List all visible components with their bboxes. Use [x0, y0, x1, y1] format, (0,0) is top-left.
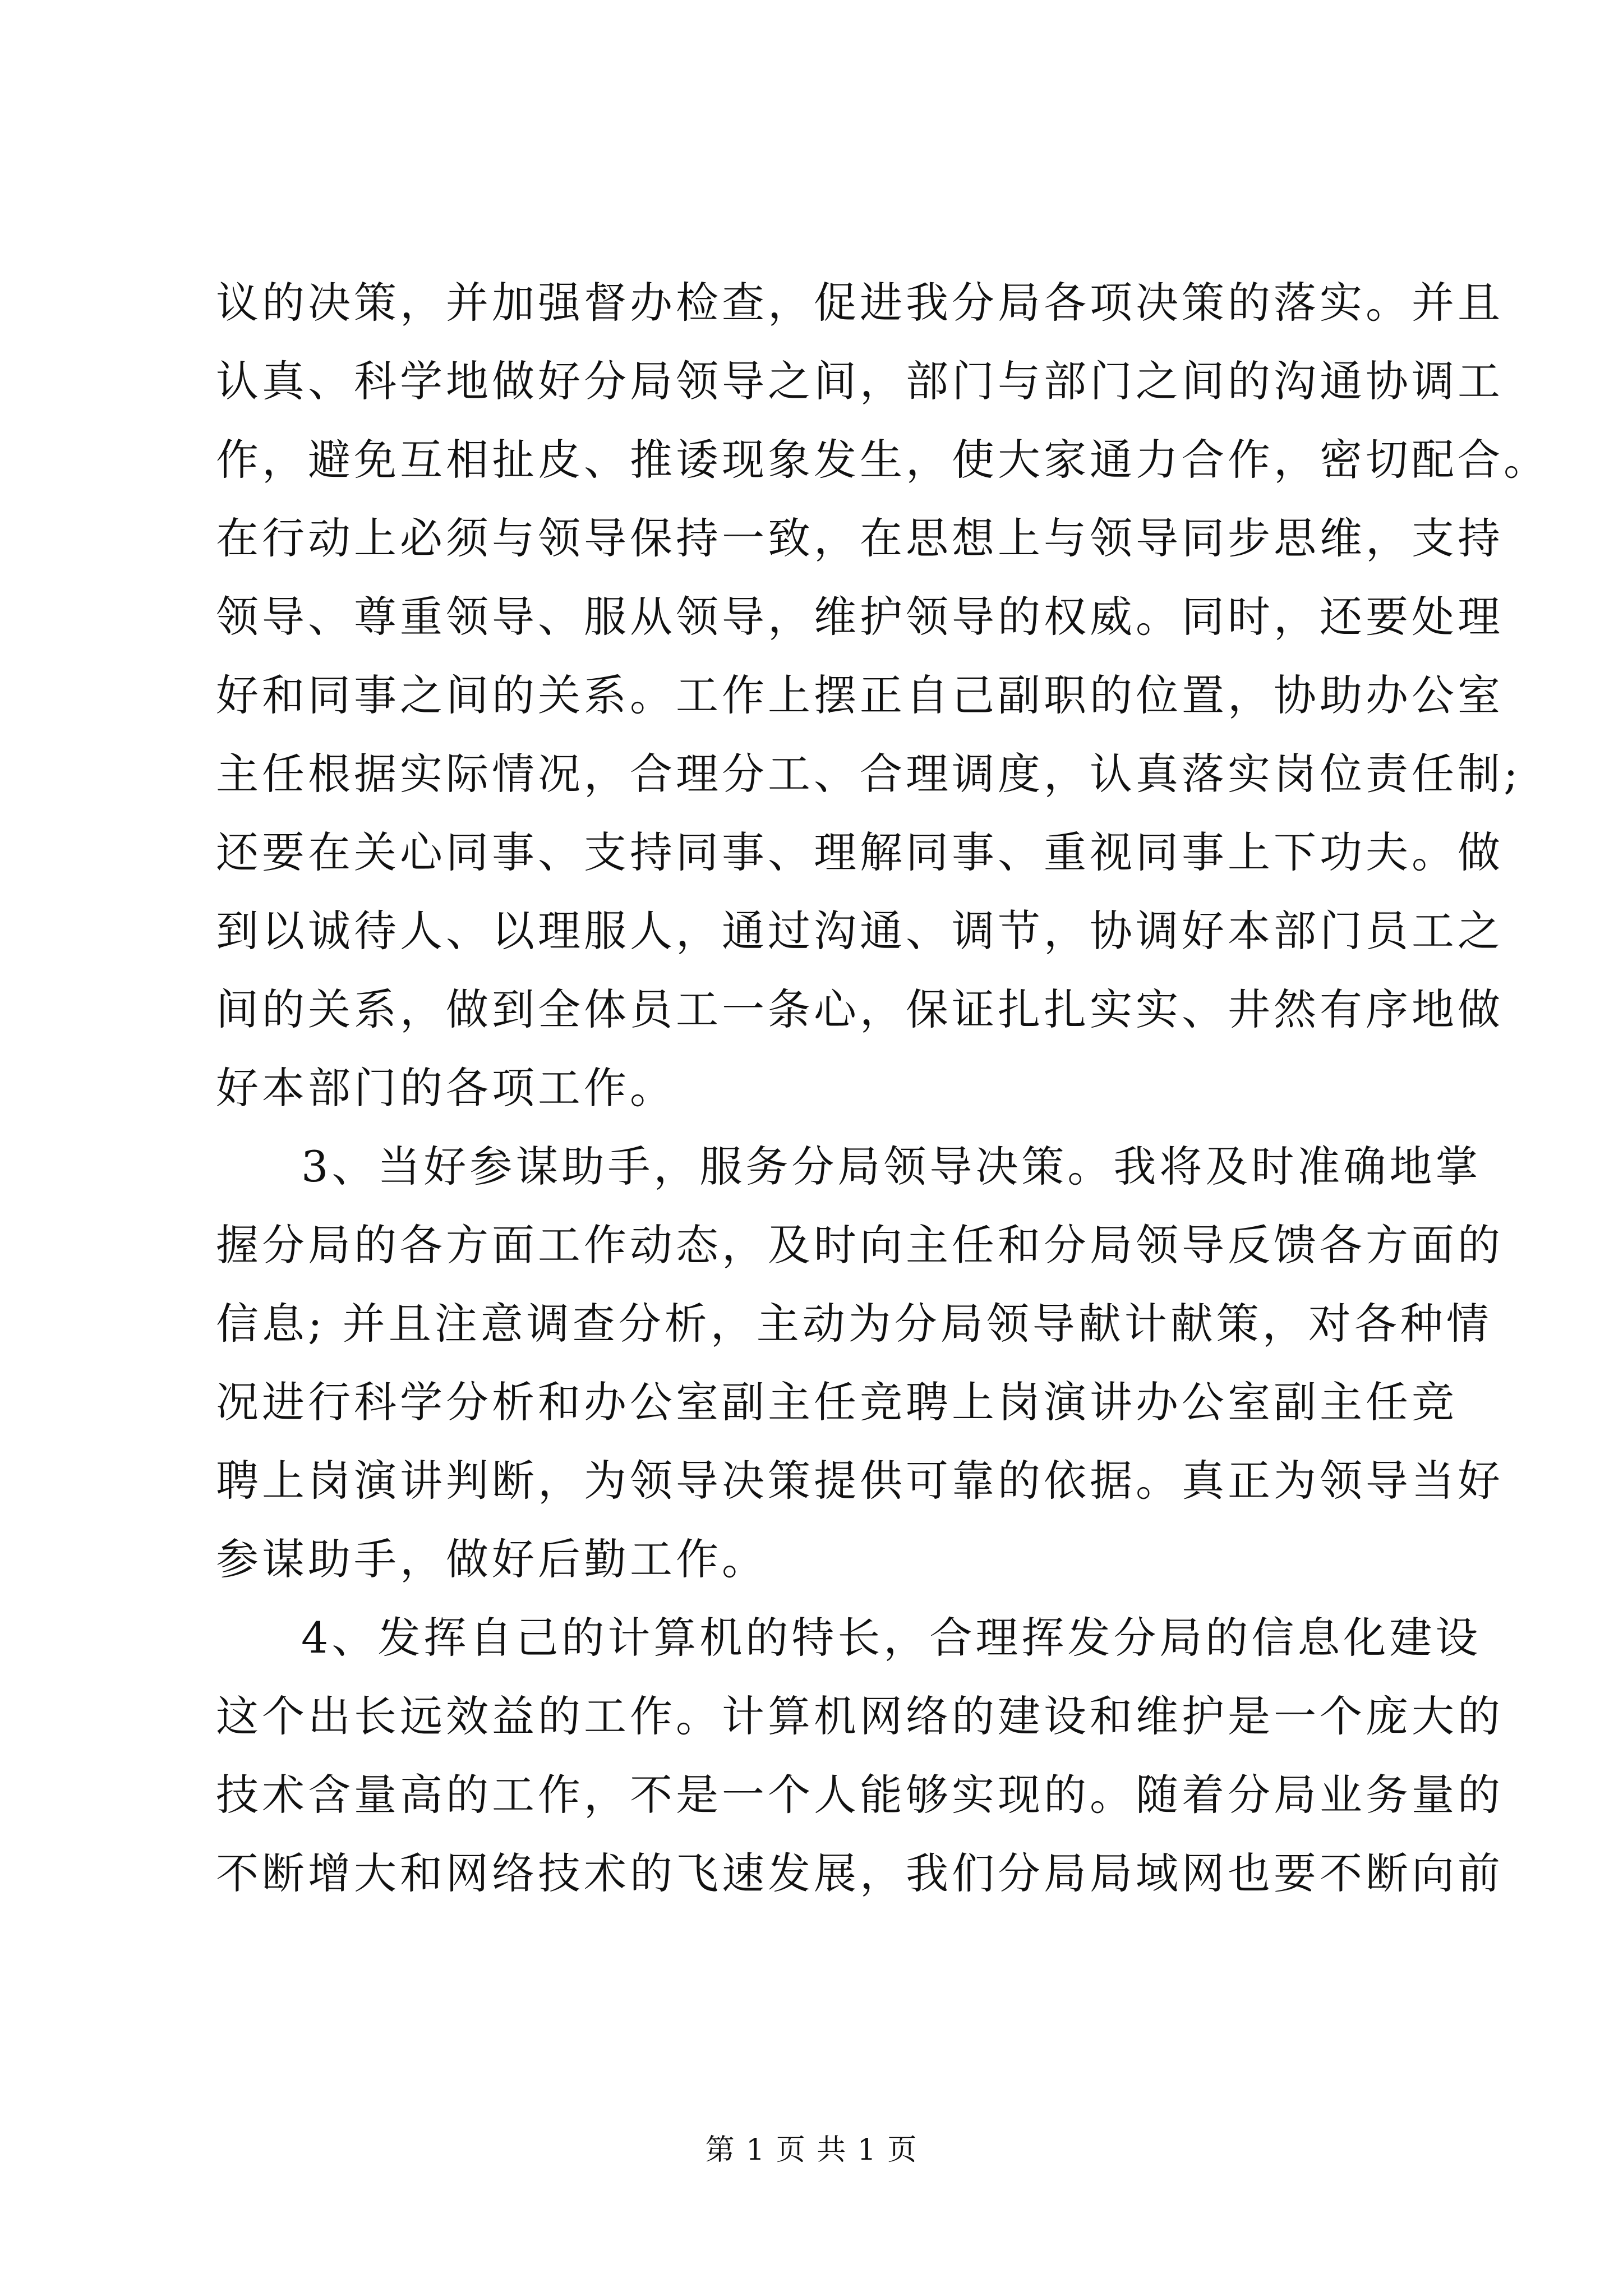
text-line: 握分局的各方面工作动态，及时向主任和分局领导反馈各方面的 — [216, 1220, 1504, 1270]
document-body — [216, 264, 1550, 1913]
text-line: 在行动上必须与领导保持一致，在思想上与领导同步思维，支持 — [216, 513, 1504, 563]
text-line: 议的决策，并加强督办检查，促进我分局各项决策的落实。并且 — [216, 278, 1504, 328]
text-line: 好和同事之间的关系。工作上摆正自己副职的位置，协助办公室 — [216, 670, 1504, 720]
text-line: 间的关系，做到全体员工一条心，保证扎扎实实、井然有序地做 — [216, 984, 1504, 1034]
text-line: 不断增大和网络技术的飞速发展，我们分局局域网也要不断向前 — [216, 1848, 1504, 1898]
text-line: 聘上岗演讲判断，为领导决策提供可靠的依据。真正为领导当好 — [216, 1456, 1504, 1506]
text-line: 还要在关心同事、支持同事、理解同事、重视同事上下功夫。做 — [216, 827, 1504, 877]
text-line: 领导、尊重领导、服从领导，维护领导的权威。同时，还要处理 — [216, 592, 1504, 642]
text-line: 信息; 并且注意调查分析，主动为分局领导献计献策，对各种情 — [216, 1299, 1492, 1349]
text-line: 认真、科学地做好分局领导之间，部门与部门之间的沟通协调工 — [216, 356, 1504, 406]
text-line: 况进行科学分析和办公室副主任竞聘上岗演讲办公室副主任竞 — [216, 1377, 1458, 1427]
text-line: 到以诚待人、以理服人，通过沟通、调节，协调好本部门员工之 — [216, 906, 1504, 956]
text-line: 好本部门的各项工作。 — [216, 1063, 676, 1113]
page-footer: 第 1 页 共 1 页 — [705, 2133, 918, 2167]
text-line: 技术含量高的工作，不是一个人能够实现的。随着分局业务量的 — [216, 1770, 1504, 1820]
text-line: 参谋助手，做好后勤工作。 — [216, 1534, 768, 1584]
paragraph-first-line: 4、发挥自己的计算机的特长，合理挥发分局的信息化建设 — [301, 1613, 1482, 1663]
paragraph-first-line: 3、当好参谋助手，服务分局领导决策。我将及时准确地掌 — [301, 1142, 1482, 1191]
text-line: 主任根据实际情况，合理分工、合理调度，认真落实岗位责任制; — [216, 749, 1521, 799]
text-line: 这个出长远效益的工作。计算机网络的建设和维护是一个庞大的 — [216, 1691, 1504, 1741]
text-line: 作，避免互相扯皮、推诿现象发生，使大家通力合作，密切配合。 — [216, 435, 1550, 485]
